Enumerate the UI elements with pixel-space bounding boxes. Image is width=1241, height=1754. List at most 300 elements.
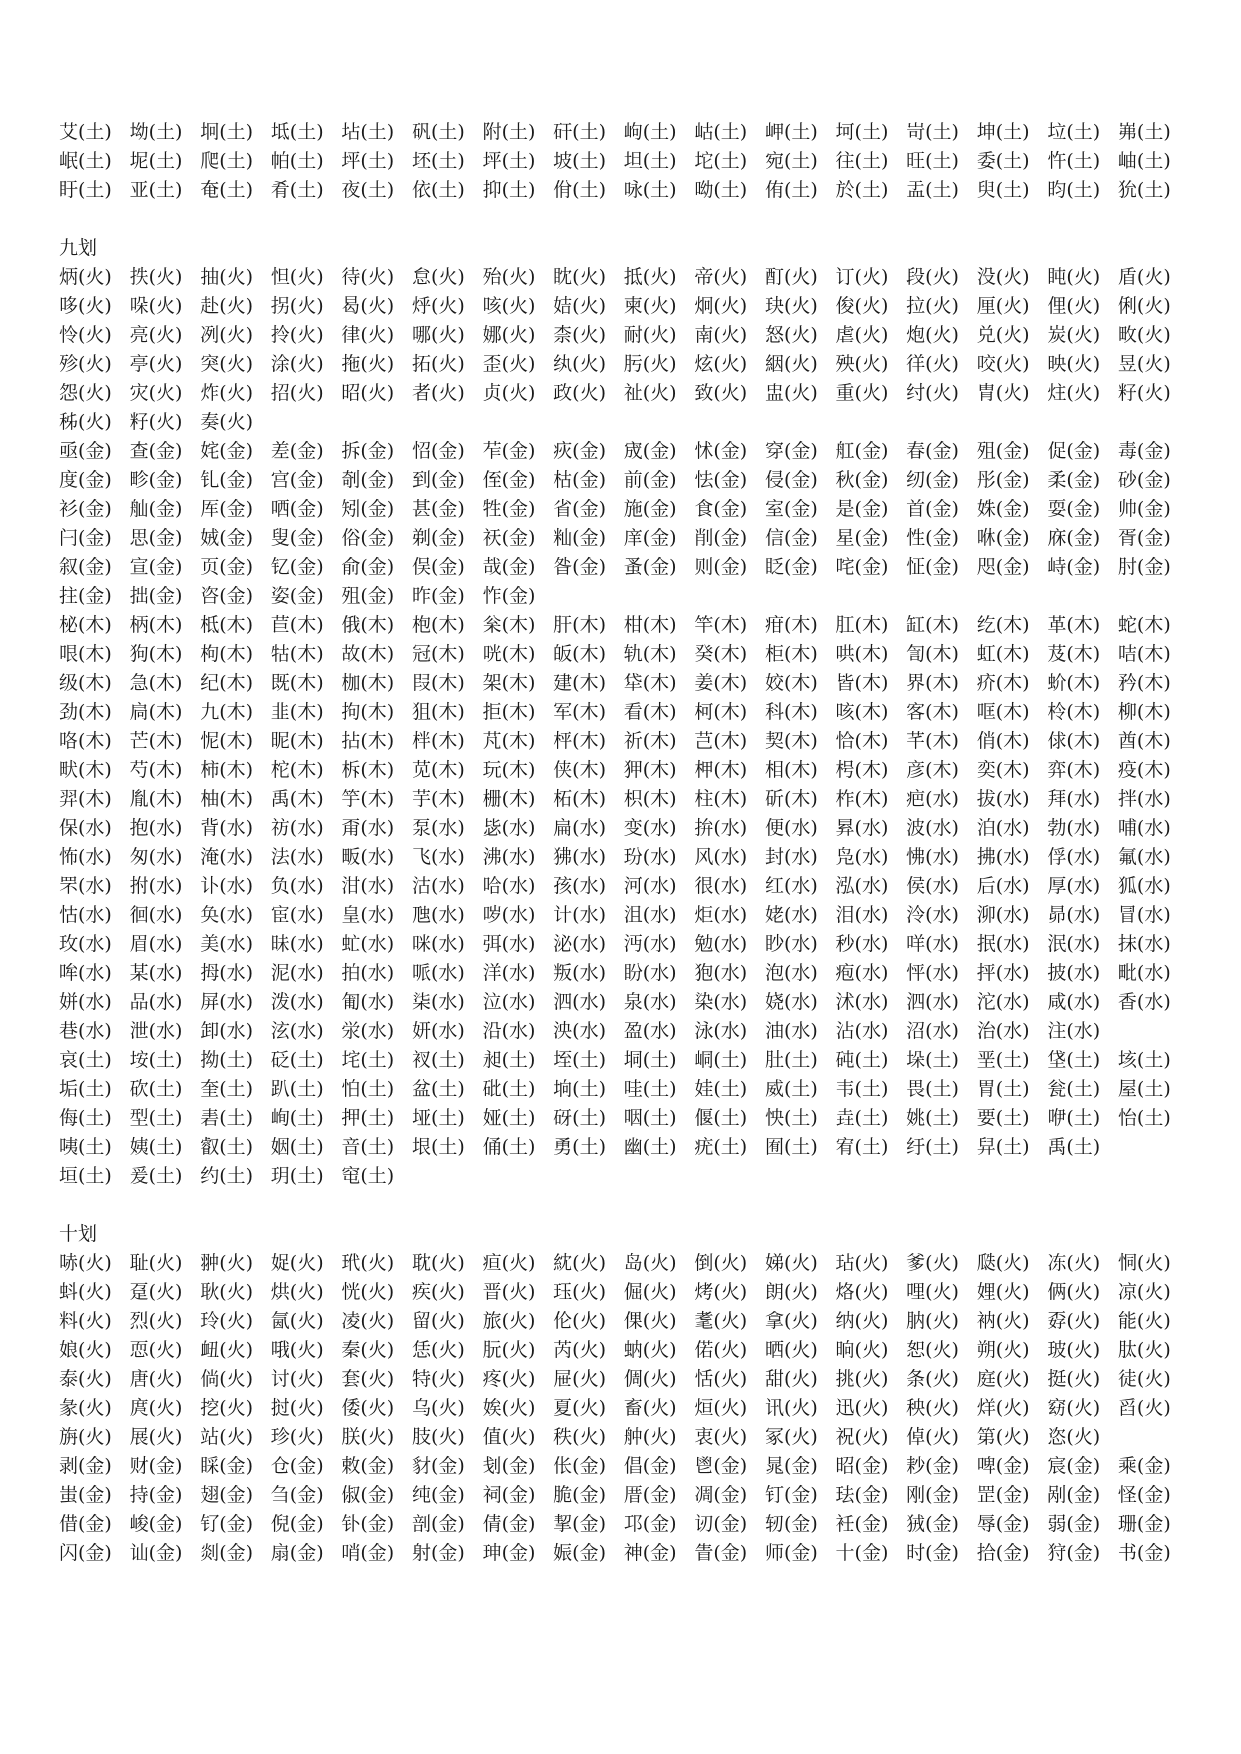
character-entry: 蚩(金) bbox=[59, 1484, 112, 1506]
character-entry: 柱(木) bbox=[694, 788, 748, 810]
character-entry: 殂(金) bbox=[976, 440, 1030, 462]
character-entry: 者(火) bbox=[411, 382, 465, 404]
character-entry: 俚(火) bbox=[1047, 295, 1101, 317]
character-entry: 音(土) bbox=[341, 1136, 395, 1158]
character-entry: 侯(水) bbox=[906, 875, 959, 897]
character-entry: 岢(土) bbox=[906, 121, 959, 143]
character-entry: 畎(木) bbox=[59, 759, 112, 781]
character-row bbox=[59, 611, 1189, 640]
character-entry: 拓(火) bbox=[411, 353, 465, 375]
character-entry: 哦(火) bbox=[270, 1339, 324, 1361]
character-entry: 狙(木) bbox=[411, 701, 465, 723]
character-entry: 奂(水) bbox=[200, 904, 254, 926]
character-entry: 订(火) bbox=[835, 266, 889, 288]
character-entry: 泥(水) bbox=[270, 962, 324, 984]
character-entry: 坨(土) bbox=[694, 150, 748, 172]
character-entry: 玩(木) bbox=[482, 759, 536, 781]
character-entry: 相(木) bbox=[764, 759, 818, 781]
character-entry: 垵(土) bbox=[129, 1049, 183, 1071]
character-entry: 肝(木) bbox=[553, 614, 606, 636]
character-row bbox=[59, 582, 1189, 611]
character-entry: 讨(火) bbox=[270, 1368, 324, 1390]
character-entry: 持(金) bbox=[129, 1484, 183, 1506]
character-entry: 岵(土) bbox=[694, 121, 748, 143]
character-entry: 艾(土) bbox=[59, 121, 112, 143]
character-entry: 施(金) bbox=[623, 498, 677, 520]
character-entry: 注(水) bbox=[1047, 1020, 1101, 1042]
character-entry: 肽(火) bbox=[1117, 1339, 1171, 1361]
character-entry: 俞(金) bbox=[341, 556, 395, 578]
character-entry: 哆(火) bbox=[59, 295, 112, 317]
character-entry: 沭(水) bbox=[835, 991, 889, 1013]
character-entry: 坭(土) bbox=[129, 150, 183, 172]
character-entry: 哇(土) bbox=[623, 1078, 677, 1100]
character-entry: 疾(火) bbox=[411, 1281, 465, 1303]
character-entry: 衩(土) bbox=[411, 1049, 465, 1071]
character-entry: 迅(火) bbox=[835, 1397, 889, 1419]
character-entry: 畛(金) bbox=[129, 469, 183, 491]
character-entry: 耿(火) bbox=[200, 1281, 254, 1303]
character-entry: 牲(金) bbox=[482, 498, 536, 520]
character-entry: 昪(水) bbox=[835, 817, 889, 839]
character-entry: 晁(金) bbox=[764, 1455, 818, 1477]
character-entry: 怵(金) bbox=[694, 440, 748, 462]
character-row bbox=[59, 988, 1189, 1017]
character-entry: 呦(土) bbox=[694, 179, 748, 201]
character-entry: 肛(木) bbox=[835, 614, 889, 636]
character-entry: 拈(木) bbox=[341, 730, 395, 752]
character-entry: 泪(水) bbox=[835, 904, 889, 926]
character-entry: 钆(金) bbox=[200, 469, 254, 491]
character-row bbox=[59, 321, 1189, 350]
character-entry: 怦(水) bbox=[906, 962, 959, 984]
character-entry: 炸(火) bbox=[200, 382, 254, 404]
character-entry: 省(金) bbox=[553, 498, 606, 520]
character-entry: 舁(土) bbox=[976, 1136, 1030, 1158]
character-entry: 岷(土) bbox=[59, 150, 112, 172]
character-entry: 咿(土) bbox=[1047, 1107, 1101, 1129]
character-entry: 凌(火) bbox=[341, 1310, 395, 1332]
character-entry: 凋(金) bbox=[694, 1484, 748, 1506]
character-entry: 芃(木) bbox=[482, 730, 536, 752]
character-entry: 拄(金) bbox=[59, 585, 112, 607]
character-entry: 玥(土) bbox=[270, 1165, 324, 1187]
character-row bbox=[59, 785, 1189, 814]
character-entry: 胥(金) bbox=[1117, 527, 1171, 549]
character-entry: 哐(木) bbox=[976, 701, 1030, 723]
character-entry: 剖(金) bbox=[411, 1513, 465, 1535]
character-entry: 姿(金) bbox=[270, 585, 324, 607]
character-entry: 怍(金) bbox=[482, 585, 536, 607]
character-entry: 偃(土) bbox=[694, 1107, 748, 1129]
character-entry: 叡(土) bbox=[200, 1136, 254, 1158]
character-entry: 帕(土) bbox=[270, 150, 324, 172]
character-entry: 羿(木) bbox=[59, 788, 112, 810]
character-entry: 苋(木) bbox=[411, 759, 465, 781]
character-entry: 负(水) bbox=[270, 875, 324, 897]
character-entry: 帅(金) bbox=[1117, 498, 1171, 520]
character-entry: 是(金) bbox=[835, 498, 889, 520]
character-entry: 哨(金) bbox=[341, 1542, 395, 1564]
character-entry: 昴(水) bbox=[1047, 904, 1101, 926]
character-entry: 韦(土) bbox=[835, 1078, 889, 1100]
character-entry: 籽(火) bbox=[1117, 382, 1171, 404]
character-entry: 倘(火) bbox=[200, 1368, 254, 1390]
character-entry: 眇(水) bbox=[764, 933, 818, 955]
character-entry: 要(土) bbox=[976, 1107, 1030, 1129]
character-entry: 拎(火) bbox=[270, 324, 324, 346]
character-entry: 籼(金) bbox=[553, 527, 606, 549]
character-entry: 峻(金) bbox=[129, 1513, 183, 1535]
character-entry: 倩(金) bbox=[482, 1513, 536, 1535]
character-row bbox=[59, 379, 1189, 408]
character-entry: 畋(火) bbox=[1117, 324, 1171, 346]
character-entry: 后(水) bbox=[976, 875, 1030, 897]
character-entry: 昱(火) bbox=[1117, 353, 1171, 375]
character-entry: 剡(金) bbox=[200, 1542, 254, 1564]
character-entry: 晌(火) bbox=[835, 1339, 889, 1361]
character-row bbox=[59, 408, 1189, 437]
character-entry: 虻(水) bbox=[341, 933, 395, 955]
character-entry: 星(金) bbox=[835, 527, 889, 549]
character-entry: 祠(金) bbox=[482, 1484, 536, 1506]
character-entry: 沽(水) bbox=[411, 875, 465, 897]
character-entry: 衲(火) bbox=[976, 1310, 1030, 1332]
character-row bbox=[59, 1278, 1189, 1307]
character-entry: 拘(木) bbox=[341, 701, 395, 723]
character-row bbox=[59, 350, 1189, 379]
character-entry: 眚(金) bbox=[694, 1542, 748, 1564]
character-entry: 拾(金) bbox=[976, 1542, 1030, 1564]
character-entry: 胤(木) bbox=[129, 788, 183, 810]
character-entry: 财(金) bbox=[129, 1455, 183, 1477]
character-entry: 昨(金) bbox=[411, 585, 465, 607]
character-entry: 恕(火) bbox=[906, 1339, 959, 1361]
character-entry: 舡(金) bbox=[835, 440, 889, 462]
character-entry: 趴(土) bbox=[270, 1078, 324, 1100]
character-entry: 敕(金) bbox=[341, 1455, 395, 1477]
character-entry: 絪(火) bbox=[764, 353, 818, 375]
character-entry: 倔(火) bbox=[623, 1281, 677, 1303]
character-entry: 盂(土) bbox=[906, 179, 959, 201]
character-entry: 便(水) bbox=[764, 817, 818, 839]
character-entry: 柚(木) bbox=[200, 788, 254, 810]
character-entry: 衷(火) bbox=[694, 1426, 748, 1448]
character-entry: 柘(木) bbox=[553, 788, 606, 810]
character-entry: 垭(土) bbox=[411, 1107, 465, 1129]
character-row bbox=[59, 1017, 1189, 1046]
character-entry: 咻(金) bbox=[976, 527, 1030, 549]
character-entry: 侮(土) bbox=[59, 1107, 112, 1129]
character-entry: 奄(土) bbox=[200, 179, 254, 201]
character-entry: 沮(水) bbox=[623, 904, 677, 926]
character-entry: 牯(木) bbox=[270, 643, 324, 665]
character-entry: 缸(木) bbox=[906, 614, 959, 636]
character-row bbox=[59, 1452, 1189, 1481]
character-entry: 竽(木) bbox=[341, 788, 395, 810]
character-entry: 泖(水) bbox=[976, 904, 1030, 926]
character-entry: 枷(木) bbox=[341, 672, 395, 694]
character-entry: 烘(火) bbox=[270, 1281, 324, 1303]
character-entry: 峋(土) bbox=[270, 1107, 324, 1129]
character-entry: 紞(火) bbox=[553, 1252, 606, 1274]
character-entry: 坯(土) bbox=[411, 150, 465, 172]
character-entry: 拗(土) bbox=[200, 1049, 254, 1071]
character-entry: 伥(金) bbox=[553, 1455, 606, 1477]
character-entry: 哧(火) bbox=[59, 1252, 112, 1274]
character-entry: 垛(土) bbox=[906, 1049, 959, 1071]
character-entry: 脆(金) bbox=[553, 1484, 606, 1506]
character-entry: 依(土) bbox=[411, 179, 465, 201]
character-entry: 姥(水) bbox=[764, 904, 818, 926]
character-entry: 哄(木) bbox=[835, 643, 889, 665]
character-entry: 九(木) bbox=[200, 701, 254, 723]
character-entry: 泊(水) bbox=[976, 817, 1030, 839]
character-entry: 钋(金) bbox=[341, 1513, 395, 1535]
character-row bbox=[59, 640, 1189, 669]
character-entry: 拒(木) bbox=[482, 701, 536, 723]
character-entry: 拖(火) bbox=[341, 353, 395, 375]
character-entry: 皈(木) bbox=[553, 643, 606, 665]
character-entry: 拍(水) bbox=[341, 962, 395, 984]
character-entry: 垤(土) bbox=[553, 1049, 606, 1071]
character-entry: 肢(火) bbox=[411, 1426, 465, 1448]
character-entry: 奏(火) bbox=[200, 411, 254, 433]
character-entry: 垠(土) bbox=[411, 1136, 465, 1158]
character-entry: 庹(火) bbox=[129, 1397, 183, 1419]
character-entry: 柢(木) bbox=[200, 614, 254, 636]
character-entry: 飞(水) bbox=[411, 846, 465, 868]
character-entry: 昶(土) bbox=[482, 1049, 536, 1071]
character-entry: 勇(土) bbox=[553, 1136, 606, 1158]
character-entry: 架(木) bbox=[482, 672, 536, 694]
character-entry: 泌(水) bbox=[553, 933, 606, 955]
character-row bbox=[59, 292, 1189, 321]
character-entry: 十(金) bbox=[835, 1542, 889, 1564]
character-entry: 食(金) bbox=[694, 498, 748, 520]
character-entry: 泰(火) bbox=[59, 1368, 112, 1390]
character-entry: 烜(火) bbox=[694, 1397, 748, 1419]
character-entry: 虺(水) bbox=[411, 904, 465, 926]
character-entry: 芨(木) bbox=[1047, 643, 1101, 665]
character-entry: 倬(火) bbox=[906, 1426, 959, 1448]
character-entry: 涂(火) bbox=[270, 353, 324, 375]
character-entry: 拙(金) bbox=[129, 585, 183, 607]
character-entry: 祝(火) bbox=[835, 1426, 889, 1448]
character-entry: 娀(金) bbox=[200, 527, 254, 549]
character-entry: 柃(木) bbox=[1047, 701, 1101, 723]
character-entry: 美(水) bbox=[200, 933, 254, 955]
character-entry: 舯(火) bbox=[623, 1426, 677, 1448]
character-entry: 抵(火) bbox=[623, 266, 677, 288]
character-entry: 致(火) bbox=[694, 382, 748, 404]
character-entry: 柰(火) bbox=[553, 324, 606, 346]
character-entry: 泱(水) bbox=[553, 1020, 606, 1042]
character-entry: 殃(火) bbox=[835, 353, 889, 375]
character-entry: 叚(木) bbox=[411, 672, 465, 694]
character-entry: 狎(木) bbox=[623, 759, 677, 781]
character-entry: 待(火) bbox=[341, 266, 395, 288]
character-entry: 岬(土) bbox=[764, 121, 818, 143]
character-entry: 幽(土) bbox=[623, 1136, 677, 1158]
character-entry: 抱(水) bbox=[129, 817, 183, 839]
character-entry: 旅(火) bbox=[482, 1310, 536, 1332]
character-entry: 革(木) bbox=[1047, 614, 1101, 636]
character-entry: 疢(金) bbox=[553, 440, 606, 462]
character-entry: 沱(水) bbox=[976, 991, 1030, 1013]
character-entry: 乌(火) bbox=[411, 1397, 465, 1419]
character-entry: 抹(水) bbox=[1117, 933, 1171, 955]
character-entry: 咣(木) bbox=[482, 643, 536, 665]
character-entry: 孬(火) bbox=[1047, 1310, 1101, 1332]
character-entry: 玲(火) bbox=[200, 1310, 254, 1332]
character-entry: 忤(土) bbox=[1047, 150, 1101, 172]
character-entry: 怜(火) bbox=[59, 324, 112, 346]
character-entry: 匆(水) bbox=[129, 846, 183, 868]
character-entry: 泣(水) bbox=[482, 991, 536, 1013]
character-entry: 狒(水) bbox=[553, 846, 606, 868]
character-entry: 红(水) bbox=[764, 875, 818, 897]
character-entry: 侵(金) bbox=[764, 469, 818, 491]
character-entry: 臾(土) bbox=[976, 179, 1030, 201]
character-entry: 刚(金) bbox=[906, 1484, 959, 1506]
character-entry: 舀(火) bbox=[1117, 1397, 1171, 1419]
character-entry: 叟(金) bbox=[270, 527, 324, 549]
character-entry: 娭(火) bbox=[482, 1397, 536, 1419]
character-entry: 契(木) bbox=[764, 730, 818, 752]
character-entry: 柿(木) bbox=[200, 759, 254, 781]
character-entry: 偌(火) bbox=[694, 1339, 748, 1361]
character-entry: 垓(土) bbox=[1117, 1049, 1171, 1071]
character-entry: 芮(火) bbox=[553, 1339, 606, 1361]
character-entry: 坡(土) bbox=[553, 150, 606, 172]
character-entry: 奕(木) bbox=[976, 759, 1030, 781]
character-entry: 玷(火) bbox=[835, 1252, 889, 1274]
character-entry: 挝(火) bbox=[270, 1397, 324, 1419]
character-entry: 畈(水) bbox=[341, 846, 395, 868]
character-entry: 怫(水) bbox=[906, 846, 959, 868]
character-entry: 殂(金) bbox=[341, 585, 395, 607]
character-row bbox=[59, 1539, 1189, 1568]
character-entry: 芊(木) bbox=[906, 730, 959, 752]
character-entry: 狨(金) bbox=[906, 1513, 959, 1535]
character-entry: 玫(水) bbox=[59, 933, 112, 955]
character-entry: 翀(火) bbox=[200, 1252, 254, 1274]
character-entry: 坫(土) bbox=[341, 121, 395, 143]
character-entry: 纨(火) bbox=[553, 353, 606, 375]
character-entry: 炫(火) bbox=[694, 353, 748, 375]
character-entry: 眨(金) bbox=[764, 556, 818, 578]
character-entry: 砭(土) bbox=[270, 1049, 324, 1071]
character-entry: 第(火) bbox=[976, 1426, 1030, 1448]
character-entry: 凫(水) bbox=[835, 846, 889, 868]
character-entry: 亭(火) bbox=[129, 353, 183, 375]
character-entry: 泉(水) bbox=[623, 991, 677, 1013]
character-entry: 宣(金) bbox=[129, 556, 183, 578]
character-row bbox=[59, 1307, 1189, 1336]
character-entry: 看(木) bbox=[623, 701, 677, 723]
character-entry: 辱(金) bbox=[976, 1513, 1030, 1535]
character-entry: 宛(土) bbox=[764, 150, 818, 172]
character-entry: 既(木) bbox=[270, 672, 324, 694]
character-entry: 恍(火) bbox=[341, 1281, 395, 1303]
character-entry: 垢(土) bbox=[59, 1078, 112, 1100]
character-entry: 赴(火) bbox=[200, 295, 254, 317]
character-entry: 抨(水) bbox=[976, 962, 1030, 984]
section-gap bbox=[59, 205, 1189, 234]
character-row bbox=[59, 669, 1189, 698]
character-entry: 拉(火) bbox=[906, 295, 959, 317]
character-entry: 拔(水) bbox=[976, 788, 1030, 810]
character-entry: 俐(火) bbox=[1117, 295, 1171, 317]
character-entry: 坷(土) bbox=[835, 121, 889, 143]
character-row bbox=[59, 524, 1189, 553]
character-entry: 冻(火) bbox=[1047, 1252, 1101, 1274]
character-entry: 柒(水) bbox=[411, 991, 465, 1013]
character-entry: 玻(火) bbox=[1047, 1339, 1101, 1361]
character-entry: 祆(金) bbox=[482, 527, 536, 549]
character-entry: 怠(火) bbox=[411, 266, 465, 288]
character-entry: 邛(金) bbox=[623, 1513, 677, 1535]
character-entry: 纯(金) bbox=[411, 1484, 465, 1506]
character-entry: 疥(木) bbox=[976, 672, 1030, 694]
character-entry: 娆(水) bbox=[764, 991, 818, 1013]
character-entry: 讪(金) bbox=[129, 1542, 183, 1564]
character-entry: 条(火) bbox=[906, 1368, 959, 1390]
character-entry: 籽(火) bbox=[129, 411, 183, 433]
character-entry: 怨(火) bbox=[59, 382, 112, 404]
character-entry: 珏(火) bbox=[553, 1281, 606, 1303]
character-entry: 狐(水) bbox=[1117, 875, 1171, 897]
character-entry: 姨(土) bbox=[129, 1136, 183, 1158]
character-entry: 厚(水) bbox=[1047, 875, 1101, 897]
character-entry: 侑(土) bbox=[764, 179, 818, 201]
character-entry: 疤(水) bbox=[906, 788, 959, 810]
character-entry: 钇(金) bbox=[270, 556, 324, 578]
character-entry: 垩(土) bbox=[976, 1049, 1030, 1071]
character-row bbox=[59, 1133, 1189, 1162]
character-entry: 囿(土) bbox=[764, 1136, 818, 1158]
character-entry: 倡(金) bbox=[623, 1455, 677, 1477]
character-entry: 哉(金) bbox=[482, 556, 536, 578]
character-entry: 俄(木) bbox=[341, 614, 395, 636]
character-entry: 披(水) bbox=[1047, 962, 1101, 984]
character-entry: 爰(土) bbox=[129, 1165, 183, 1187]
character-entry: 故(木) bbox=[341, 643, 395, 665]
character-entry: 屋(土) bbox=[1117, 1078, 1171, 1100]
character-entry: 泄(水) bbox=[129, 1020, 183, 1042]
character-entry: 灾(火) bbox=[129, 382, 183, 404]
character-entry: 盼(水) bbox=[623, 962, 677, 984]
character-entry: 厘(火) bbox=[976, 295, 1030, 317]
character-entry: 宸(金) bbox=[1047, 1455, 1101, 1477]
character-entry: 页(金) bbox=[200, 556, 254, 578]
character-entry: 倜(火) bbox=[623, 1368, 677, 1390]
character-entry: 河(水) bbox=[623, 875, 677, 897]
character-entry: 砂(金) bbox=[1117, 469, 1171, 491]
character-entry: 屏(水) bbox=[200, 991, 254, 1013]
character-entry: 冠(木) bbox=[411, 643, 465, 665]
character-entry: 砑(土) bbox=[553, 1107, 606, 1129]
character-entry: 拿(火) bbox=[764, 1310, 818, 1332]
character-entry: 性(金) bbox=[906, 527, 959, 549]
character-entry: 胄(火) bbox=[976, 382, 1030, 404]
character-entry: 姚(土) bbox=[906, 1107, 959, 1129]
character-entry: 凉(火) bbox=[1117, 1281, 1171, 1303]
character-row bbox=[59, 176, 1189, 205]
character-entry: 沿(水) bbox=[482, 1020, 536, 1042]
character-entry: 怪(金) bbox=[1117, 1484, 1171, 1506]
